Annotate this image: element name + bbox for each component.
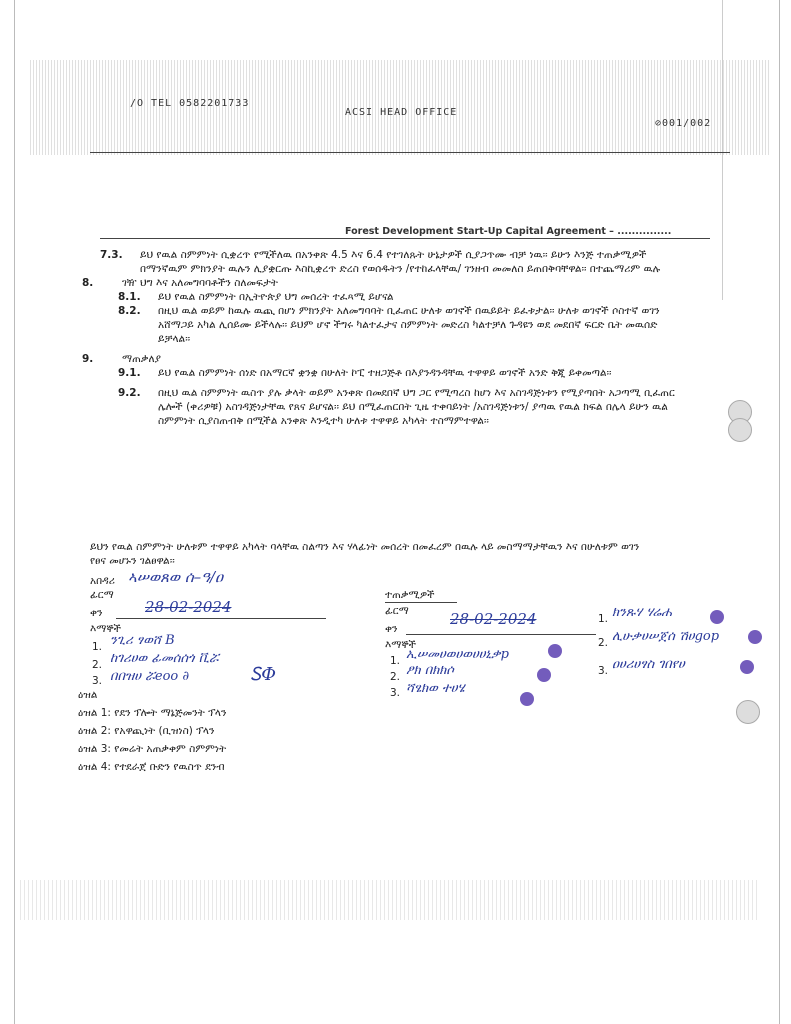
agreement-body <box>82 248 680 428</box>
beneficiaries-label: ተጠቃሚዎች <box>385 589 435 601</box>
clause-number: 9.2. <box>118 387 141 399</box>
margin-number-1: 1. <box>598 613 609 625</box>
beneficiaries-date: 28-02-2024 <box>450 610 537 628</box>
clause-8-2 <box>100 304 680 346</box>
lender-signature: ኣሠወጸወ ሰ–ዓ/ዐ <box>128 568 224 586</box>
fingerprint-stamp <box>710 610 724 624</box>
annex-item-1: ዕዝል 1: የደን ፕሎት ማኔጅመንት ፕላን <box>78 707 227 719</box>
lender-date-label: ቀን <box>90 607 103 619</box>
label-underline <box>385 602 457 603</box>
fax-office: ACSI HEAD OFFICE <box>345 107 458 118</box>
fingerprint-stamp <box>748 630 762 644</box>
scan-noise <box>20 880 760 920</box>
clause-text: በዚህ ዉል ወይም ከዉሉ ዉጪ በሆነ ምክንያት አለመግባባት ቢፈጠር ሁለቱ ወገኖች በዉይይት ይፈቱታል፡፡ ሁለቱ ወገኖች ሶስተኛ ወገን አሸማጋይ አካል ሊሰይሙ ይችላሉ፡፡ ይህም ሆኖ ችግሩ ካልተፈታና ስምምነት መድረስ ካልተቻለ ጉዳዩን ወደ መደበኛ ፍርድ ቤት መዉሰድ ይቻላል፡፡ <box>158 305 660 345</box>
clause-8 <box>82 276 680 290</box>
date-line <box>406 634 596 635</box>
fingerprint-stamp <box>740 660 754 674</box>
beneficiaries-witness-2: 2. <box>390 671 401 683</box>
lender-date: 28-02-2024 <box>145 598 232 616</box>
margin-signature: ክንጹሃ ሃሬሐ <box>612 605 672 620</box>
witness-signature: ንጊሪ ፃወሸ B <box>110 633 175 648</box>
clause-number: 8. <box>82 277 94 289</box>
annex-item-4: ዕዝል 4: የተደራጀ ቡድን የዉስጥ ደንብ <box>78 761 225 773</box>
clause-number: 8.1. <box>118 291 141 303</box>
lender-role: አበዳሪ <box>90 575 115 587</box>
margin-signature: ዐሀሪሀፃስ ገበየሀ <box>612 657 685 672</box>
closing-statement: ይህን የዉል ስምምነት ሁለቱም ተዋዋይ አካላት ባላቸዉ ስልጣን እና ሃላፊነት መሰረት በመፈረም በዉሉ ላይ መስማማታቸዉን እና በሁለቱም ወገን የፀና መሆኑን ገልፀዋል፡፡ <box>90 541 640 567</box>
annex-item-2: ዕዝል 2: የአዋጪነት (ቢዝነስ) ፕላን <box>78 725 215 737</box>
clause-number: 9.1. <box>118 367 141 379</box>
clause-text: በዚህ ዉል ስምምነት ዉስጥ ያሉ ቃላት ወይም አንቀጽ በመደበኛ ህግ ጋር የሚጣረስ ከሆነ እና አስገዳጅነቱን የሚያጣበት አጋጣሚ ቢፈጠር ሌሎች (ቀሪዎቹ) አስገዳጅነታቸዉ የጸና ይሆናል፡፡ ይህ በሚፈጠርበት ጊዜ ተቀባይነት /አስገዳጅነቱን/ ያጣዉ የዉል ክፍል በሌላ ይሁን ዉል ስምምነት ሲያስጠብቅ በሚችል አንቀጽ እንዲተካ ሁለቱ ተዋዋይ አካላት ተስማምተዋል፡፡ <box>158 387 675 427</box>
clause-9-2 <box>100 386 680 428</box>
clause-8-1 <box>100 290 680 304</box>
clause-9 <box>82 352 680 366</box>
beneficiaries-witnesses-label: እማኞች <box>385 639 417 651</box>
clause-number: 7.3. <box>100 249 123 261</box>
beneficiaries-sign-label: ፊርማ <box>385 605 409 617</box>
clause-text: ይህ የዉል ስምምነት ሲቋረጥ የሚችለዉ በአንቀጽ 4.5 እና 6.4 የተገለጹት ሁኔታዎች ሲያጋጥሙ ብቻ ነዉ፡፡ ይሁን እንጅ ተጠቃሚዎች በማንኛዉም ምክንያት ዉሉን ሊያቋርጡ እስኪቋረጥ ድረስ የወሰዱትን /የተከፈላቸዉ/ ገንዘብ መመለስ ይጠበቅባቸዋል፡፡ በተጨማሪም ዉሉ <box>140 249 661 275</box>
lender-witness-2: 2. <box>92 659 103 671</box>
margin-number-2: 2. <box>598 637 609 649</box>
clause-number: 8.2. <box>118 305 141 317</box>
clause-text: ይህ የዉል ስምምነት በኢትዮጵያ ህግ መሰረት ተፈጻሚ ይሆናል <box>158 291 394 303</box>
document-title: Forest Development Start-Up Capital Agreement – ............... <box>345 226 672 237</box>
witness-mark: ᏚΦ <box>250 664 276 685</box>
lender-witness-3: 3. <box>92 675 103 687</box>
date-line <box>116 618 326 619</box>
clause-7-3 <box>100 248 680 276</box>
beneficiaries-date-label: ቀን <box>385 623 398 635</box>
fax-divider <box>90 152 730 153</box>
witness-signature: ኢሠመሀወሀወሀሀኒቃp <box>406 647 509 662</box>
fingerprint-stamp <box>537 668 551 682</box>
lender-sign-label: ፊርማ <box>90 589 114 601</box>
beneficiaries-witness-1: 1. <box>390 655 401 667</box>
clause-9-1 <box>100 366 680 380</box>
fax-tel: /O TEL 0582201733 <box>130 98 250 109</box>
fingerprint-stamp <box>548 644 562 658</box>
fingerprint-stamp <box>520 692 534 706</box>
clause-text: ይህ የዉል ስምምነት ሰነድ በአማርኛ ቋንቋ በሁለት ኮፒ ተዘጋጅቶ በእያንዳንዳቸዉ ተዋዋይ ወገኖች አንድ ቅጂ ይቀመጣል፡፡ <box>158 367 612 379</box>
fax-page-number: 001/002 <box>662 118 712 129</box>
annex-heading: ዕዝል <box>78 689 98 701</box>
annex-item-3: ዕዝል 3: የመሬት አጠቃቀም ስምምነት <box>78 743 227 755</box>
clause-number: 9. <box>82 353 94 365</box>
beneficiaries-witness-3: 3. <box>390 687 401 699</box>
witness-signature: ፆክ በክክሶ <box>406 663 454 678</box>
fax-page: ⊘ 001/002 <box>655 118 712 129</box>
clause-heading: ገዥ ህግ እና አለመግባባቶችን ስለመፍታት <box>122 277 278 289</box>
margin-number-3: 3. <box>598 665 609 677</box>
margin-signature: ሊሁቃሀሠጀሰ ሽሀgop <box>612 629 720 644</box>
punch-hole <box>728 418 752 442</box>
title-rule <box>100 238 710 239</box>
clause-heading: ማጠቃለያ <box>122 353 162 365</box>
lender-witnesses-label: እማኞች <box>90 623 122 635</box>
witness-signature: ሻፄክወ ተሀሄ <box>406 681 465 696</box>
witness-signature: በበዝሀ ሯeoo ∂ <box>110 669 190 684</box>
lender-label <box>90 574 115 588</box>
punch-hole <box>736 700 760 724</box>
witness-signature: ከገሪሀወ ፊመሰሰጎ ቪሯ <box>110 651 219 666</box>
lender-witness-1: 1. <box>92 641 103 653</box>
